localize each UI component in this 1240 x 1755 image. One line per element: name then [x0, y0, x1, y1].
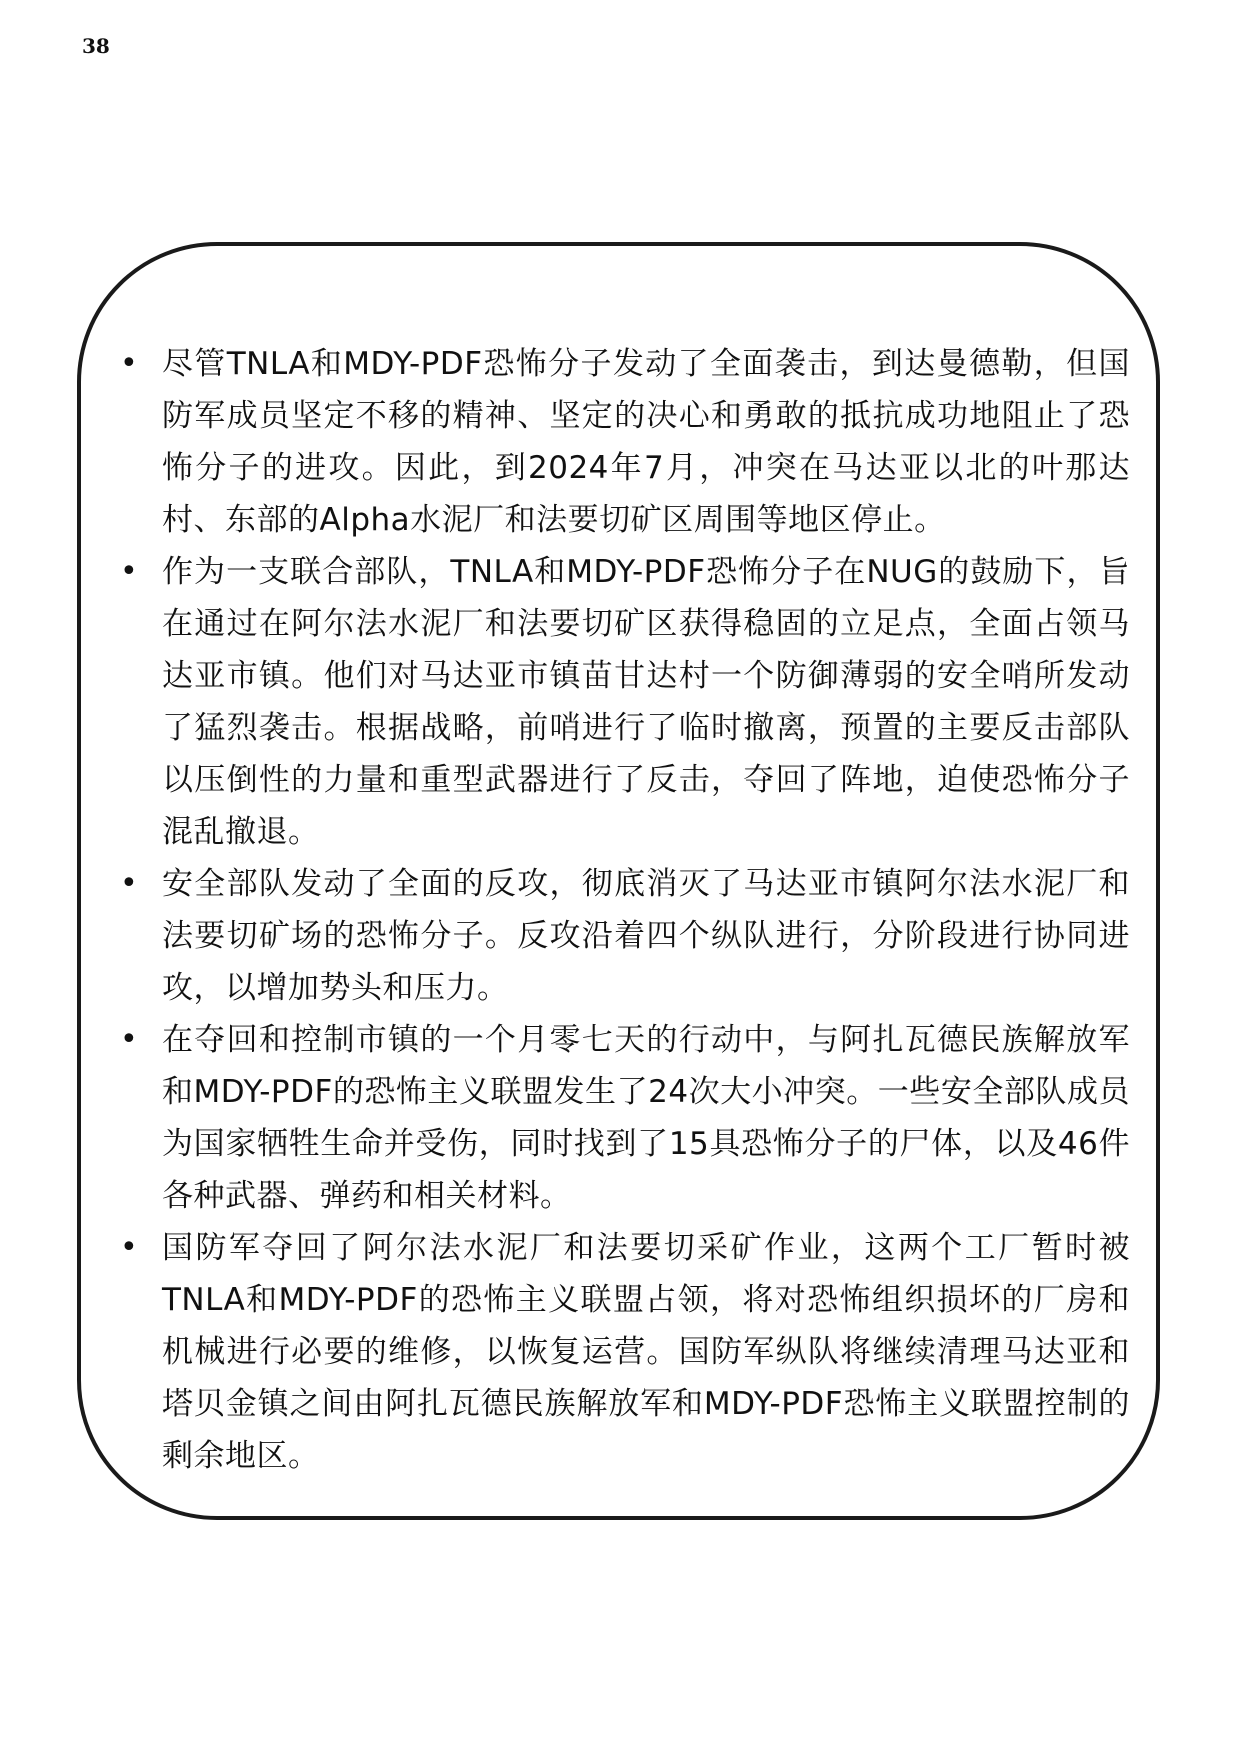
bullet-text: 国防军夺回了阿尔法水泥厂和法要切采矿作业，这两个工厂暂时被TNLA和MDY-PDF的恐怖主义联盟占领，将对恐怖组织损坏的厂房和机械进行必要的维修，以恢复运营。国防军纵队将继续清理马达亚和塔贝金镇之间由阿扎瓦德民族解放军和MDY-PDF恐怖主义联盟控制的剩余地区。 [162, 1230, 1130, 1474]
bullet-item-2 [120, 546, 1130, 858]
bullet-text: 在夺回和控制市镇的一个月零七天的行动中，与阿扎瓦德民族解放军和MDY-PDF的恐怖主义联盟发生了24次大小冲突。一些安全部队成员为国家牺牲生命并受伤，同时找到了15具恐怖分子的尸体，以及46件各种武器、弹药和相关材料。 [162, 1022, 1130, 1214]
bullet-dot-icon: • [120, 866, 139, 901]
bullet-dot-icon: • [120, 1230, 139, 1265]
bullet-item-5 [120, 1222, 1130, 1482]
bullet-dot-icon: • [120, 554, 139, 589]
bullet-item-4 [120, 1014, 1130, 1222]
page-number: 38 [82, 34, 110, 58]
bullet-item-3 [120, 858, 1130, 1014]
bullet-dot-icon: • [120, 346, 139, 381]
bullet-text: 作为一支联合部队，TNLA和MDY-PDF恐怖分子在NUG的鼓励下，旨在通过在阿尔法水泥厂和法要切矿区获得稳固的立足点，全面占领马达亚市镇。他们对马达亚市镇苗甘达村一个防御薄弱的安全哨所发动了猛烈袭击。根据战略，前哨进行了临时撤离，预置的主要反击部队以压倒性的力量和重型武器进行了反击，夺回了阵地，迫使恐怖分子混乱撤退。 [162, 554, 1130, 850]
bullet-dot-icon: • [120, 1022, 139, 1057]
bullet-text: 尽管TNLA和MDY-PDF恐怖分子发动了全面袭击，到达曼德勒，但国防军成员坚定不移的精神、坚定的决心和勇敢的抵抗成功地阻止了恐怖分子的进攻。因此，到2024年7月，冲突在马达亚以北的叶那达村、东部的Alpha水泥厂和法要切矿区周围等地区停止。 [162, 346, 1130, 538]
bullet-list [120, 338, 1130, 1482]
bullet-item-1 [120, 338, 1130, 546]
bullet-text: 安全部队发动了全面的反攻，彻底消灭了马达亚市镇阿尔法水泥厂和法要切矿场的恐怖分子。反攻沿着四个纵队进行，分阶段进行协同进攻，以增加势头和压力。 [162, 866, 1130, 1006]
